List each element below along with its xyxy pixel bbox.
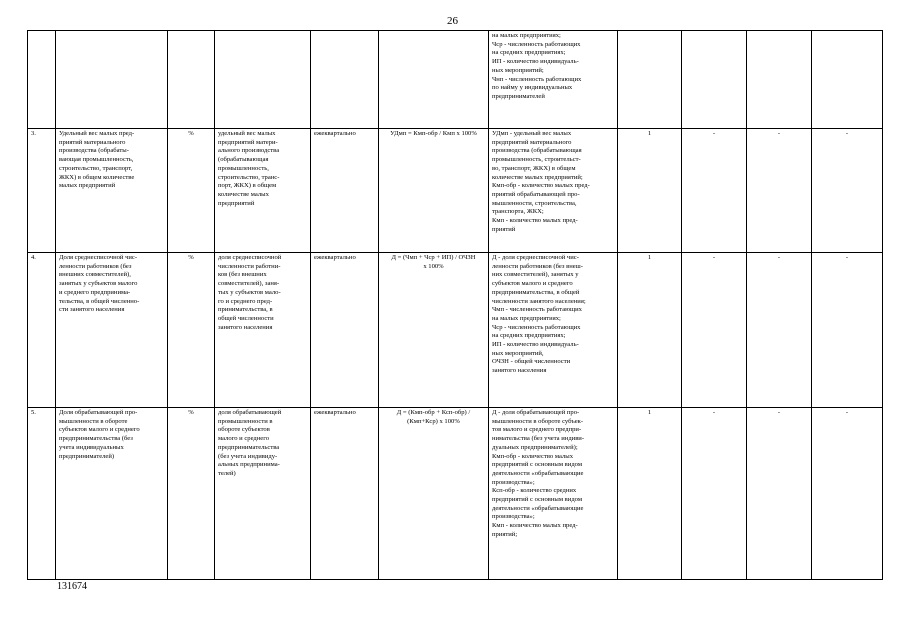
indicator-line: предпринимателей) bbox=[59, 452, 115, 460]
definition-line: количестве малых bbox=[218, 190, 269, 198]
indicator-line: сти занятого населения bbox=[59, 306, 125, 314]
definition-line: (без учета индивиду- bbox=[218, 452, 278, 460]
cell-period: ежеквартально bbox=[311, 129, 379, 253]
indicator-line: строительство, транспорт, bbox=[59, 164, 133, 172]
cell-unit: % bbox=[168, 253, 215, 408]
explanation-line: Кмп-обр - количество малых пред- bbox=[492, 182, 590, 190]
definition-line: порт, ЖКХ) в общем bbox=[218, 182, 277, 190]
explanation-line: деятельности «обрабатывающие bbox=[492, 504, 584, 512]
indicator-line: малых предприятий bbox=[59, 182, 116, 190]
cell-c8: 1 bbox=[618, 253, 682, 408]
explanation-line: субъектов малого и среднего bbox=[492, 280, 573, 288]
definition-line: ального производства bbox=[218, 147, 280, 155]
indicator-line: учета индивидуальных bbox=[59, 443, 124, 451]
definition-line: доля обрабатывающей bbox=[218, 409, 282, 416]
explanation-line: предпринимательства, в общей bbox=[492, 288, 580, 296]
explanation-line: ОЧЗН - общей численности bbox=[492, 358, 571, 366]
definition-line: промышленности в bbox=[218, 417, 273, 425]
explanation-line: предпринимателей bbox=[492, 92, 545, 100]
definition-line: малого и среднего bbox=[218, 435, 270, 443]
cell-c9: - bbox=[682, 129, 747, 253]
indicator-line: приятий материального bbox=[59, 138, 126, 146]
indicator-line: занятых у субъектов малого bbox=[59, 280, 138, 288]
explanation-line: Кмп - количество малых пред- bbox=[492, 522, 578, 530]
cell-explanation bbox=[489, 31, 618, 129]
explanation-line: производства»; bbox=[492, 478, 535, 486]
cell-c8: 1 bbox=[618, 129, 682, 253]
cell-c11 bbox=[812, 31, 883, 129]
definition-line: численности работни- bbox=[218, 262, 281, 270]
indicator-line: ЖКХ) в общем количестве bbox=[59, 173, 135, 181]
cell-unit: % bbox=[168, 129, 215, 253]
cell-c9 bbox=[682, 31, 747, 129]
explanation-line: дуальных предпринимателей); bbox=[492, 443, 578, 451]
cell-formula bbox=[379, 408, 489, 580]
cell-formula bbox=[379, 129, 489, 253]
explanation-line: численности занятого населения; bbox=[492, 297, 586, 305]
definition-line: общей численности bbox=[218, 314, 274, 322]
cell-definition bbox=[215, 129, 311, 253]
cell-c9: - bbox=[682, 253, 747, 408]
indicator-line: тельства, в общей численно- bbox=[59, 297, 140, 305]
indicator-line: субъектов малого и среднего bbox=[59, 426, 140, 434]
formula-line: Д = (Кмп-обр + Ксп-обр) / bbox=[396, 409, 471, 416]
definition-line: занятого населения bbox=[218, 323, 273, 331]
indicator-line: внешних совместителей), bbox=[59, 271, 131, 279]
formula-line: Д = (Чмп + Чср + ИП) / ОЧЗН bbox=[391, 254, 476, 261]
cell-explanation bbox=[489, 253, 618, 408]
explanation-line: на малых предприятиях; bbox=[492, 314, 561, 322]
definition-line: строительство, транс- bbox=[218, 173, 280, 181]
cell-definition bbox=[215, 253, 311, 408]
cell-period bbox=[311, 31, 379, 129]
cell-num: 4. bbox=[28, 253, 56, 408]
cell-definition bbox=[215, 408, 311, 580]
explanation-line: предприятий с основным видом bbox=[492, 496, 583, 504]
explanation-line: количестве малых предприятий; bbox=[492, 173, 583, 181]
definition-line: обороте субъектов bbox=[218, 426, 270, 434]
definition-line: совместителей), заня- bbox=[218, 280, 280, 288]
definition-line: доля среднесписочной bbox=[218, 254, 282, 261]
indicator-line: Доля среднесписочной чис- bbox=[59, 254, 138, 261]
indicator-line: Удельный вес малых пред- bbox=[59, 130, 135, 137]
definition-line: принимательства, в bbox=[218, 306, 273, 314]
explanation-line: нимательства (без учета индиви- bbox=[492, 435, 585, 443]
indicators-table bbox=[27, 30, 883, 580]
explanation-line: на средних предприятиях; bbox=[492, 332, 566, 340]
explanation-line: Чср - численность работающих bbox=[492, 40, 581, 48]
definition-line: тых у субъектов мало- bbox=[218, 288, 281, 296]
indicator-line: мышленности в обороте bbox=[59, 417, 128, 425]
indicator-line: производства (обрабаты- bbox=[59, 147, 129, 155]
cell-formula bbox=[379, 31, 489, 129]
cell-indicator bbox=[56, 129, 168, 253]
explanation-line: приятий; bbox=[492, 530, 518, 538]
explanation-line: по найму у индивидуальных bbox=[492, 84, 573, 92]
explanation-line: них совместителей), занятых у bbox=[492, 271, 579, 279]
explanation-line: транспорта, ЖКХ; bbox=[492, 208, 544, 216]
cell-num bbox=[28, 31, 56, 129]
explanation-line: промышленность, строительст- bbox=[492, 156, 581, 164]
cell-c10: - bbox=[747, 408, 812, 580]
page-number: 26 bbox=[447, 15, 458, 27]
cell-c11: - bbox=[812, 408, 883, 580]
cell-c10 bbox=[747, 31, 812, 129]
definition-line: альных предпринима- bbox=[218, 461, 280, 469]
explanation-line: производства (обрабатывающая bbox=[492, 147, 582, 155]
document-code: 131674 bbox=[57, 581, 87, 592]
cell-definition bbox=[215, 31, 311, 129]
cell-indicator bbox=[56, 31, 168, 129]
cell-num: 3. bbox=[28, 129, 56, 253]
definition-line: предприятий bbox=[218, 199, 255, 207]
cell-c8: 1 bbox=[618, 408, 682, 580]
table-row bbox=[28, 129, 883, 253]
indicator-line: предпринимательства (без bbox=[59, 435, 133, 443]
cell-explanation bbox=[489, 408, 618, 580]
cell-c11: - bbox=[812, 253, 883, 408]
explanation-line: во, транспорт, ЖКХ) в общем bbox=[492, 164, 576, 172]
explanation-line: на малых предприятиях; bbox=[492, 32, 561, 39]
explanation-line: предприятий с основным видом bbox=[492, 461, 583, 469]
explanation-line: Д - доля обрабатывающей про- bbox=[492, 409, 580, 416]
definition-line: промышленность, bbox=[218, 164, 269, 172]
explanation-line: деятельности «обрабатывающие bbox=[492, 469, 584, 477]
explanation-line: УДмп - удельный вес малых bbox=[492, 130, 572, 137]
cell-indicator bbox=[56, 253, 168, 408]
definition-line: ков (без внешних bbox=[218, 271, 267, 279]
explanation-line: приятий bbox=[492, 225, 516, 233]
formula-line: (Кмп+Кср) х 100% bbox=[407, 417, 460, 425]
cell-unit: % bbox=[168, 408, 215, 580]
explanation-line: тов малого и среднего предпри- bbox=[492, 426, 582, 434]
explanation-line: ленности работников (без внеш- bbox=[492, 262, 583, 270]
explanation-line: Чмп - численность работающих bbox=[492, 306, 582, 314]
cell-indicator bbox=[56, 408, 168, 580]
explanation-line: ных мероприятий; bbox=[492, 66, 544, 74]
cell-period: ежеквартально bbox=[311, 253, 379, 408]
indicator-line: и среднего предпринима- bbox=[59, 288, 131, 296]
cell-c10: - bbox=[747, 253, 812, 408]
explanation-line: Чср - численность работающих bbox=[492, 323, 581, 331]
cell-explanation bbox=[489, 129, 618, 253]
explanation-line: мышленности, строительства, bbox=[492, 199, 577, 207]
formula-line: х 100% bbox=[423, 262, 444, 270]
definition-line: удельный вес малых bbox=[218, 130, 276, 137]
explanation-line: занятого населения bbox=[492, 367, 547, 375]
table-row bbox=[28, 253, 883, 408]
table-row bbox=[28, 408, 883, 580]
indicator-line: вающая промышленность, bbox=[59, 156, 134, 164]
explanation-line: мышленности в обороте субъек- bbox=[492, 417, 584, 425]
explanation-line: Д - доля среднесписочной чис- bbox=[492, 254, 579, 261]
cell-c8 bbox=[618, 31, 682, 129]
cell-c11: - bbox=[812, 129, 883, 253]
definition-line: го и среднего пред- bbox=[218, 297, 273, 305]
explanation-line: ИП - количество индивидуаль- bbox=[492, 341, 579, 349]
cell-unit bbox=[168, 31, 215, 129]
explanation-line: производства»; bbox=[492, 513, 535, 521]
cell-formula bbox=[379, 253, 489, 408]
explanation-line: Кмп-обр - количество малых bbox=[492, 452, 573, 460]
cell-period: ежеквартально bbox=[311, 408, 379, 580]
definition-line: предприятий матери- bbox=[218, 138, 278, 146]
indicator-line: Доля обрабатывающей про- bbox=[59, 409, 138, 416]
table-row bbox=[28, 31, 883, 129]
explanation-line: ИП - количество индивидуаль- bbox=[492, 58, 579, 66]
explanation-line: на средних предприятиях; bbox=[492, 49, 566, 57]
explanation-line: ных мероприятий, bbox=[492, 349, 544, 357]
explanation-line: Кмп - количество малых пред- bbox=[492, 217, 578, 225]
explanation-line: Чнп - численность работающих bbox=[492, 75, 582, 83]
cell-c9: - bbox=[682, 408, 747, 580]
cell-num: 5. bbox=[28, 408, 56, 580]
cell-c10: - bbox=[747, 129, 812, 253]
indicator-line: ленности работников (без bbox=[59, 262, 132, 270]
definition-line: предпринимательства bbox=[218, 443, 280, 451]
formula-line: УДмп = Кмп-обр / Кмп х 100% bbox=[390, 130, 477, 137]
explanation-line: предприятий материального bbox=[492, 138, 572, 146]
explanation-line: приятий обрабатывающей про- bbox=[492, 190, 580, 198]
definition-line: (обрабатывающая bbox=[218, 156, 269, 164]
definition-line: телей) bbox=[218, 469, 236, 477]
explanation-line: Ксп-обр - количество средних bbox=[492, 487, 577, 495]
